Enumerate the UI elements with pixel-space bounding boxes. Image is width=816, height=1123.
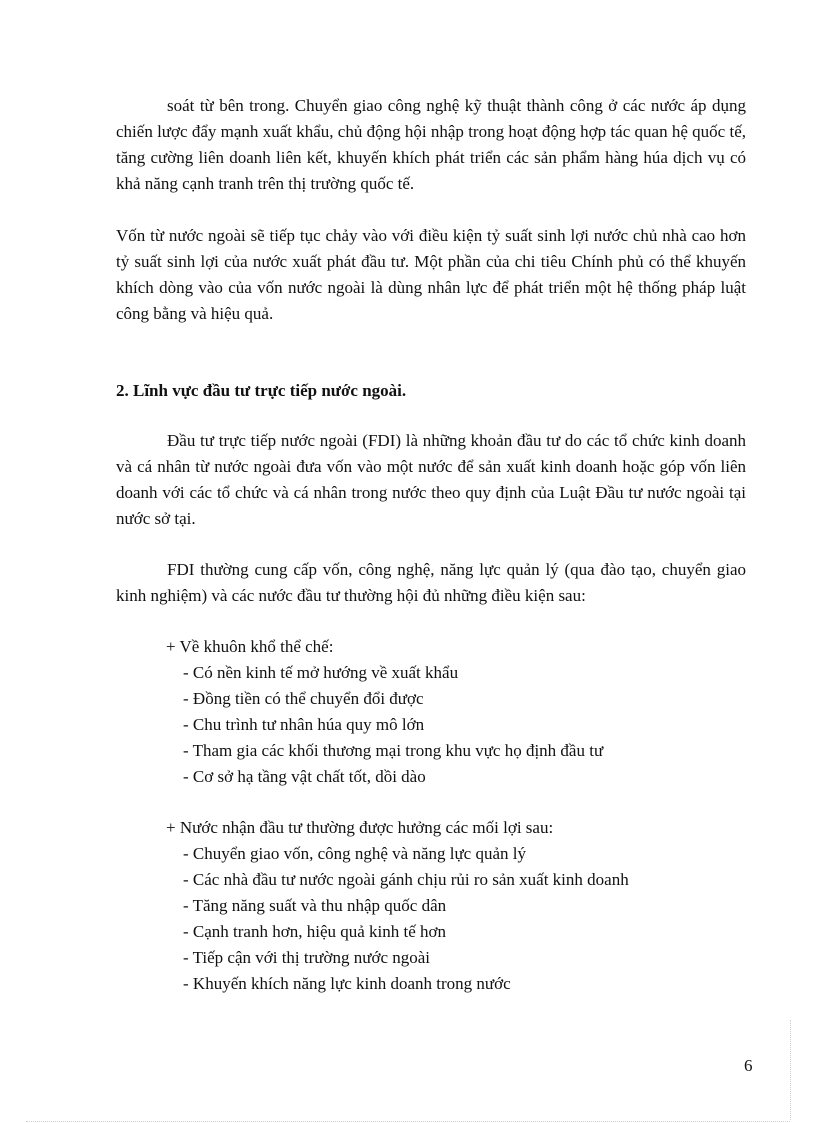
page-number: 6 xyxy=(744,1056,753,1075)
paragraph-foreign-capital: Vốn từ nước ngoài sẽ tiếp tục chảy vào với điều kiện tỷ suất sinh lợi nước chủ nhà cao hơn tỷ suất sinh lợi của nước xuất phát đầu tư. Một phần của chi tiêu Chính phủ có thể khuyến khích dòng vào của vốn nước ngoài là dùng nhân lực để phát triển một hệ thống pháp luật công bằng và hiệu quả. xyxy=(116,226,746,323)
paragraph-fdi-definition: Đầu tư trực tiếp nước ngoài (FDI) là những khoản đầu tư do các tổ chức kinh doanh và cá nhân từ nước ngoài đưa vốn vào một nước để sản xuất kinh doanh hoặc góp vốn liên doanh với các tổ chức và cá nhân trong nước theo quy định của Luật Đầu tư nước ngoài tại nước sở tại. xyxy=(116,431,746,528)
list-item: - Chuyển giao vốn, công nghệ và năng lực quản lý xyxy=(183,844,526,863)
list-item: - Chu trình tư nhân húa quy mô lớn xyxy=(183,715,425,734)
list-item: - Cạnh tranh hơn, hiệu quả kinh tế hơn xyxy=(183,922,447,941)
list-item: - Tiếp cận với thị trường nước ngoài xyxy=(183,948,431,967)
paragraph-continuation: soát từ bên trong. Chuyển giao công nghệ kỹ thuật thành công ở các nước áp dụng chiến lược đẩy mạnh xuất khẩu, chủ động hội nhập trong hoạt động hợp tác quan hệ quốc tế, tăng cường liên doanh liên kết, khuyến khích phát triển các sản phẩm hàng húa dịch vụ có khả năng cạnh tranh trên thị trường quốc tế. xyxy=(116,96,746,193)
list-item: - Tham gia các khối thương mại trong khu vực họ định đầu tư xyxy=(183,741,604,760)
list-item: - Các nhà đầu tư nước ngoài gánh chịu rủi ro sản xuất kinh doanh xyxy=(183,870,629,889)
list-item: - Cơ sở hạ tầng vật chất tốt, dồi dào xyxy=(183,767,426,786)
list-item: - Tăng năng suất và thu nhập quốc dân xyxy=(183,896,447,915)
benefits-list xyxy=(116,815,746,997)
section-heading: 2. Lĩnh vực đầu tư trực tiếp nước ngoài. xyxy=(116,381,407,400)
page-border-right xyxy=(790,1020,791,1120)
list-item: - Khuyến khích năng lực kinh doanh trong nước xyxy=(183,974,511,993)
institutional-framework-list xyxy=(116,634,746,790)
page-border-bottom xyxy=(26,1121,790,1122)
list-item: - Đồng tiền có thể chuyển đổi được xyxy=(183,689,424,708)
paragraph-fdi-provides: FDI thường cung cấp vốn, công nghệ, năng lực quản lý (qua đào tạo, chuyển giao kinh nghiệm) và các nước đầu tư thường hội đủ những điều kiện sau: xyxy=(116,560,746,605)
list-title: + Nước nhận đầu tư thường được hưởng các mối lợi sau: xyxy=(166,818,554,837)
list-item: - Có nền kinh tế mở hướng về xuất khẩu xyxy=(183,663,459,682)
list-title: + Về khuôn khổ thể chế: xyxy=(166,637,334,656)
